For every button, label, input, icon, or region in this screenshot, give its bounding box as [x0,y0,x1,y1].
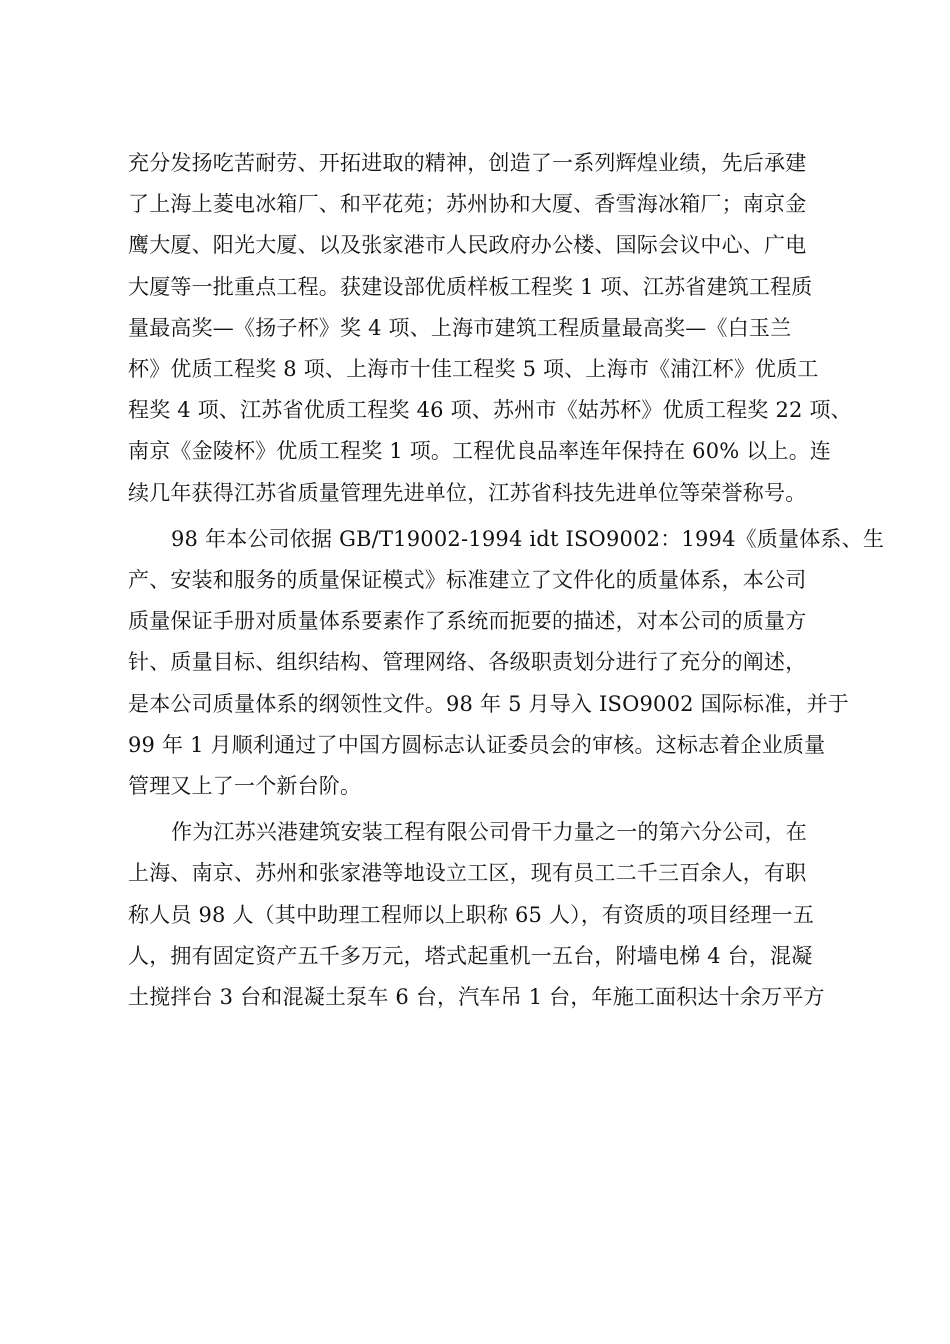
text-line: 产、安装和服务的质量保证模式》标准建立了文件化的质量体系，本公司 [128,568,807,593]
text-line: 质量保证手册对质量体系要素作了系统而扼要的描述，对本公司的质量方 [128,609,807,634]
paragraph-quality-system [128,519,885,807]
text-line: 土搅拌台 3 台和混凝土泵车 6 台，汽车吊 1 台，年施工面积达十余万平方 [128,985,825,1010]
paragraph-company-achievements [128,143,858,514]
text-line: 99 年 1 月顺利通过了中国方圆标志认证委员会的审核。这标志着企业质量 [128,732,826,757]
text-line: 上海、南京、苏州和张家港等地设立工区，现有员工二千三百余人，有职 [128,861,807,886]
text-line: 针、质量目标、组织结构、管理网络、各级职责划分进行了充分的阐述， [128,650,807,675]
text-line: 量最高奖—《扬子杯》奖 4 项、上海市建筑工程质量最高奖—《白玉兰 [128,315,792,340]
text-line: 称人员 98 人（其中助理工程师以上职称 65 人），有资质的项目经理一五 [128,902,815,927]
paragraph-branch-profile [128,812,858,1018]
text-line: 管理又上了一个新台阶。 [128,774,362,799]
text-line: 鹰大厦、阳光大厦、以及张家港市人民政府办公楼、国际会议中心、广电 [128,233,807,258]
text-line: 杯》优质工程奖 8 项、上海市十佳工程奖 5 项、上海市《浦江杯》优质工 [128,357,819,382]
text-line-first: 98 年本公司依据 GB/T19002-1994 idt ISO9002：1994《质量体系、生 [171,526,885,551]
text-line: 充分发扬吃苦耐劳、开拓进取的精神，创造了一系列辉煌业绩，先后承建 [128,151,807,175]
document-body [128,143,885,1018]
text-line: 了上海上菱电冰箱厂、和平花苑；苏州协和大厦、香雪海冰箱厂；南京金 [128,192,807,217]
text-line: 南京《金陵杯》优质工程奖 1 项。工程优良品率连年保持在 60% 以上。连 [128,439,832,464]
text-line: 程奖 4 项、江苏省优质工程奖 46 项、苏州市《姑苏杯》优质工程奖 22 项、 [128,398,852,423]
text-line: 人，拥有固定资产五千多万元，塔式起重机一五台，附墙电梯 4 台，混凝 [128,943,813,968]
text-line: 大厦等一批重点工程。获建设部优质样板工程奖 1 项、江苏省建筑工程质 [128,274,813,299]
text-line-first: 作为江苏兴港建筑安装工程有限公司骨干力量之一的第六分公司，在 [171,820,807,845]
text-line: 续几年获得江苏省质量管理先进单位，江苏省科技先进单位等荣誉称号。 [128,480,807,505]
text-line: 是本公司质量体系的纲领性文件。98 年 5 月导入 ISO9002 国际标准，并于 [128,691,849,716]
